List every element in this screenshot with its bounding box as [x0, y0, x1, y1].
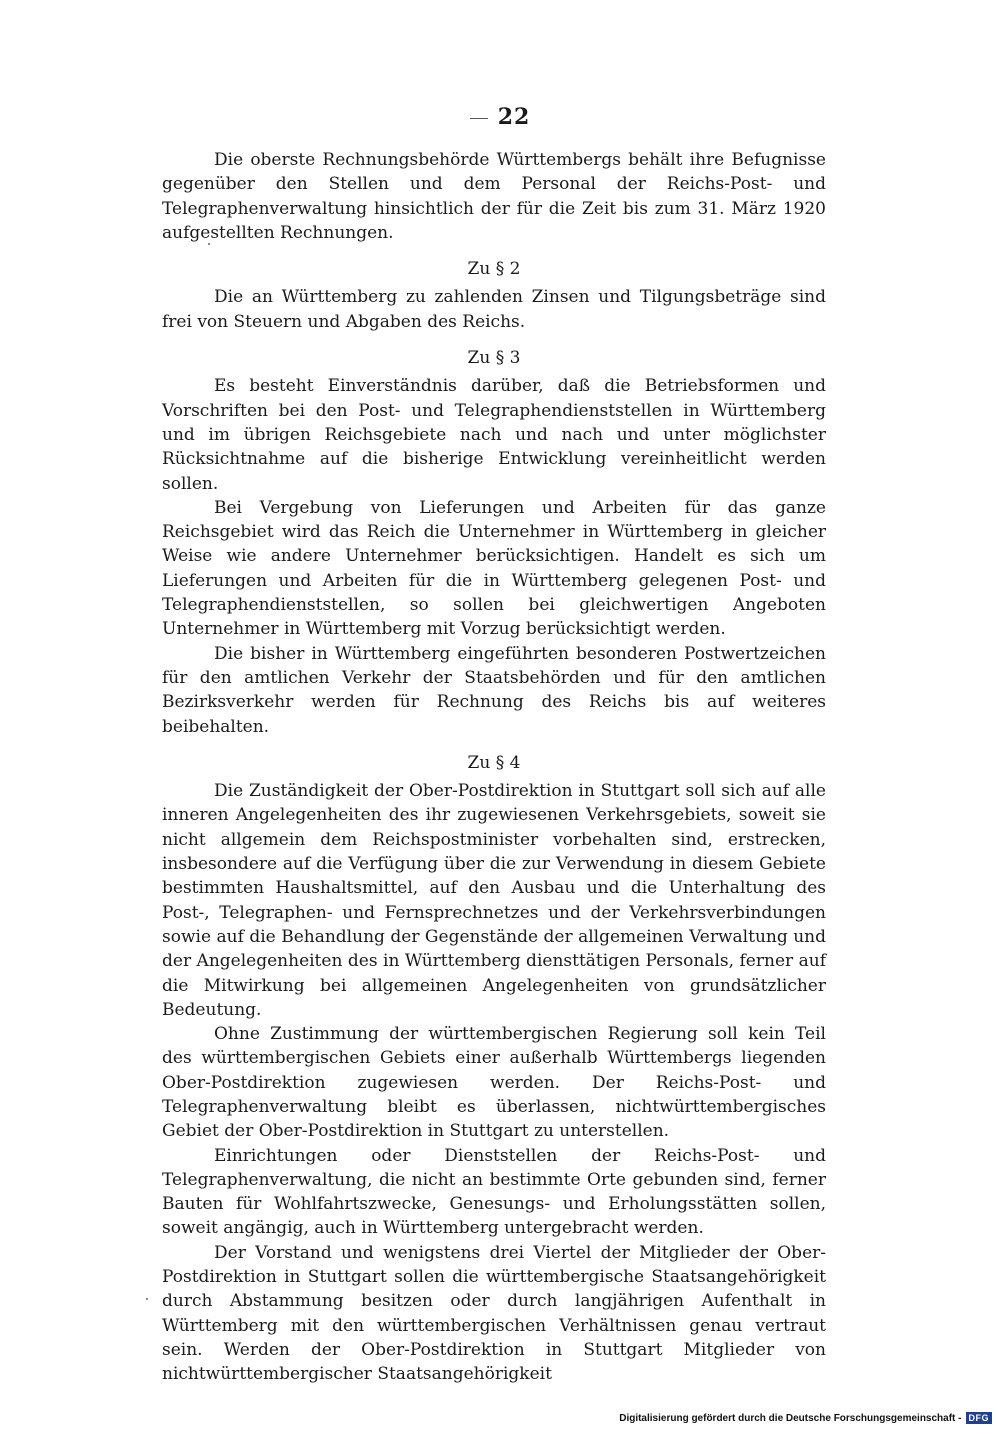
paragraph-3: Es besteht Einverständnis darüber, daß die Betriebsformen und Vorschriften bei den Post- und Telegraphendienststellen in Württemberg und im übrigen Reichsgebiete nach und nach und unter möglichster Rücksichtnahme auf die bisherige Entwicklung vereinheitlicht werden sollen. — [162, 376, 826, 494]
digitization-footer — [619, 1412, 992, 1424]
paragraph-1: Die oberste Rechnungsbehörde Württembergs behält ihre Befugnisse gegenüber den Stellen und dem Personal der Reichs-Post- und Telegraphenverwaltung hinsichtlich der für die Zeit bis zum 31. März 1920 aufgestellten Rechnungen. — [162, 150, 826, 243]
paragraph-6: Die Zuständigkeit der Ober-Postdirektion in Stuttgart soll sich auf alle inneren Angelegenheiten des ihr zugewiesenen Verkehrsgebiets, soweit sie nicht allgemein dem Reichspostminister vorbehalten sind, erstrecken, insbesondere auf die Verfügung über die zur Verwendung in diesem Gebiete bestimmten Haushaltsmittel, auf den Ausbau und die Unterhaltung des Post-, Telegraphen- und Fernsprechnetzes und der Verkehrsverbindungen sowie auf die Behandlung der Gegenstände der allgemeinen Verwaltung und der Angelegenheiten des in Württemberg diensttätigen Personals, ferner auf die Mitwirkung bei allgemeinen Angelegenheiten von grundsätzlicher Bedeutung. — [162, 781, 826, 1020]
body-text — [162, 148, 826, 1387]
paragraph-5: Die bisher in Württemberg eingeführten besonderen Postwertzeichen für den amtlichen Verkehr der Staatsbehörden und für den amtlichen Bezirksverkehr werden für Rechnung des Reichs bis auf weiteres beibehalten. — [162, 643, 826, 737]
footer-text: Digitalisierung gefördert durch die Deutsche Forschungsgemeinschaft - — [619, 1412, 962, 1424]
page-number — [0, 104, 1000, 130]
dfg-logo: DFG — [966, 1412, 993, 1424]
paragraph-2: Die an Württemberg zu zahlenden Zinsen und Tilgungsbeträge sind frei von Steuern und Abgaben des Reichs. — [162, 287, 826, 332]
section-heading-2: Zu § 2 — [467, 259, 521, 280]
scan-speck — [208, 243, 210, 245]
paragraph-8: Einrichtungen oder Dienststellen der Reichs-Post- und Telegraphenverwaltung, die nicht an bestimmte Orte gebunden sind, ferner Bauten für Wohlfahrtszwecke, Genesungs- und Erholungsstätten sollen, soweit angängig, auch in Württemberg untergebracht werden. — [162, 1145, 826, 1239]
page-number-dash — [470, 118, 488, 119]
page-number-value: 22 — [497, 104, 531, 130]
paragraph-7: Ohne Zustimmung der württembergischen Regierung soll kein Teil des württembergischen Gebiets einer außerhalb Württembergs liegenden Ober-Postdirektion zugewiesen werden. Der Reichs-Post- und Telegraphenverwaltung bleibt es überlassen, nichtwürttembergisches Gebiet der Ober-Postdirektion in Stuttgart zu unterstellen. — [162, 1024, 826, 1142]
section-heading-4: Zu § 4 — [467, 752, 521, 773]
paragraph-9: Der Vorstand und wenigstens drei Viertel der Mitglieder der Ober-Postdirektion in Stuttgart sollen die württembergische Staatsangehörigkeit durch Abstammung besitzen oder durch langjährigen Aufenthalt in Württemberg mit den württembergischen Verhältnissen genau vertraut sein. Werden der Ober-Postdirektion in Stuttgart Mitglieder von nichtwürttembergischer Staatsangehörigkeit — [162, 1242, 826, 1385]
scan-speck — [146, 1298, 148, 1300]
section-heading-3: Zu § 3 — [467, 348, 521, 369]
paragraph-4: Bei Vergebung von Lieferungen und Arbeiten für das ganze Reichsgebiet wird das Reich die Unternehmer in Württemberg in gleicher Weise wie andere Unternehmer berücksichtigen. Handelt es sich um Lieferungen und Arbeiten für die in Württemberg gelegenen Post- und Telegraphendienststellen, so sollen bei gleichwertigen Angeboten Unternehmer in Württemberg mit Vorzug berücksichtigt werden. — [162, 497, 826, 640]
